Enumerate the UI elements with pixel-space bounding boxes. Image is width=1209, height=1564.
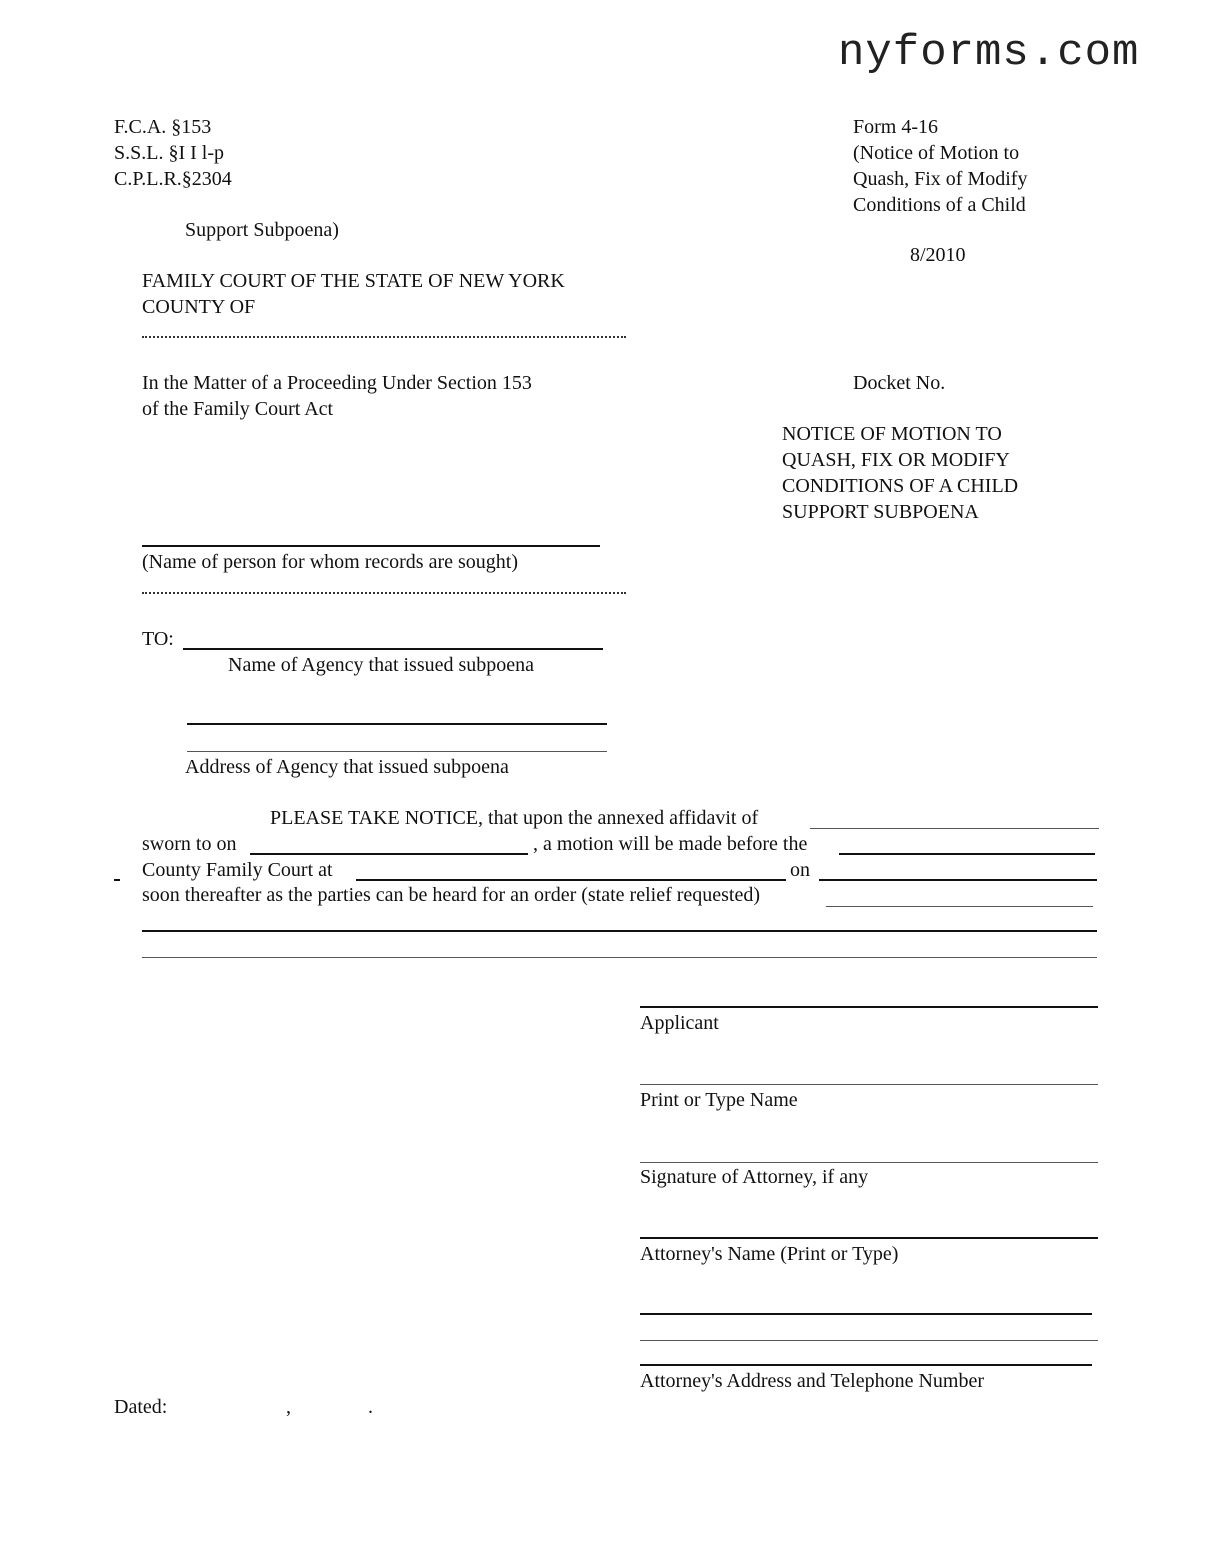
attorney-signature-field[interactable] [640,1162,1098,1163]
print-name-caption: Print or Type Name [640,1089,798,1111]
county-label: COUNTY OF [142,296,256,318]
document-title-line: CONDITIONS OF A CHILD [782,475,1019,497]
agency-name-caption: Name of Agency that issued subpoena [228,654,535,676]
attorney-address-caption: Attorney's Address and Telephone Number [640,1370,984,1392]
document-title-line: SUPPORT SUBPOENA [782,501,979,523]
attorney-name-caption: Attorney's Name (Print or Type) [640,1243,899,1265]
attorney-signature-caption: Signature of Attorney, if any [640,1166,869,1188]
matter-title: of the Family Court Act [142,398,334,420]
relief-field[interactable] [826,906,1093,907]
caption-divider [142,592,626,594]
attorney-address-field[interactable] [640,1364,1092,1366]
notice-text: County Family Court at [142,859,333,881]
document-title [782,421,1018,525]
dated-label: Dated: [114,1396,168,1418]
attorney-name-field[interactable] [640,1237,1098,1239]
dated-period: . [368,1396,373,1418]
form-description-line: (Notice of Motion to [853,142,1020,164]
applicant-signature-field[interactable] [640,1006,1098,1008]
form-description-line: Quash, Fix of Modify [853,168,1028,190]
notice-text: PLEASE TAKE NOTICE, that upon the annexed affidavit of [270,807,759,829]
attorney-address-field[interactable] [640,1340,1098,1341]
document-title-line: QUASH, FIX OR MODIFY [782,449,1010,471]
form-info [853,114,1027,218]
court-county-field[interactable] [839,853,1095,855]
dated-comma: , [286,1396,291,1418]
print-name-field[interactable] [640,1084,1098,1085]
form-description-line: Conditions of a Child [853,194,1026,216]
attorney-address-field[interactable] [640,1313,1092,1315]
citation-cplr: C.P.L.R.§2304 [114,168,232,190]
margin-mark [114,879,120,881]
notice-text: soon thereafter as the parties can be heard for an order (state relief requested) [142,884,761,906]
form-description-line: Support Subpoena) [185,219,339,241]
notice-text: sworn to on [142,833,237,855]
court-address-field[interactable] [356,879,786,881]
notice-text: on [790,859,810,881]
agency-address-field[interactable] [187,723,607,725]
notice-text: , a motion will be made before the [533,833,808,855]
caption-divider [142,336,626,338]
motion-date-field[interactable] [819,879,1097,881]
matter-title: In the Matter of a Proceeding Under Section 153 [142,372,532,394]
person-name-field[interactable] [142,545,600,547]
sworn-date-field[interactable] [250,853,528,855]
relief-field[interactable] [142,957,1097,958]
agency-address-caption: Address of Agency that issued subpoena [185,756,509,778]
site-watermark: nyforms.com [838,28,1140,78]
relief-field[interactable] [142,930,1097,932]
citation-ssl: S.S.L. §I I l-p [114,142,224,164]
form-date: 8/2010 [910,244,966,266]
court-name: FAMILY COURT OF THE STATE OF NEW YORK [142,270,565,292]
docket-label: Docket No. [853,372,946,394]
form-number: Form 4-16 [853,116,938,138]
person-name-caption: (Name of person for whom records are sought) [142,551,518,573]
agency-address-field[interactable] [187,751,607,752]
citation-fca: F.C.A. §153 [114,116,212,138]
applicant-caption: Applicant [640,1012,719,1034]
to-label: TO: [142,628,174,650]
statute-citations [114,114,232,192]
affiant-field[interactable] [810,828,1099,829]
agency-name-field[interactable] [183,648,603,650]
document-title-line: NOTICE OF MOTION TO [782,423,1002,445]
